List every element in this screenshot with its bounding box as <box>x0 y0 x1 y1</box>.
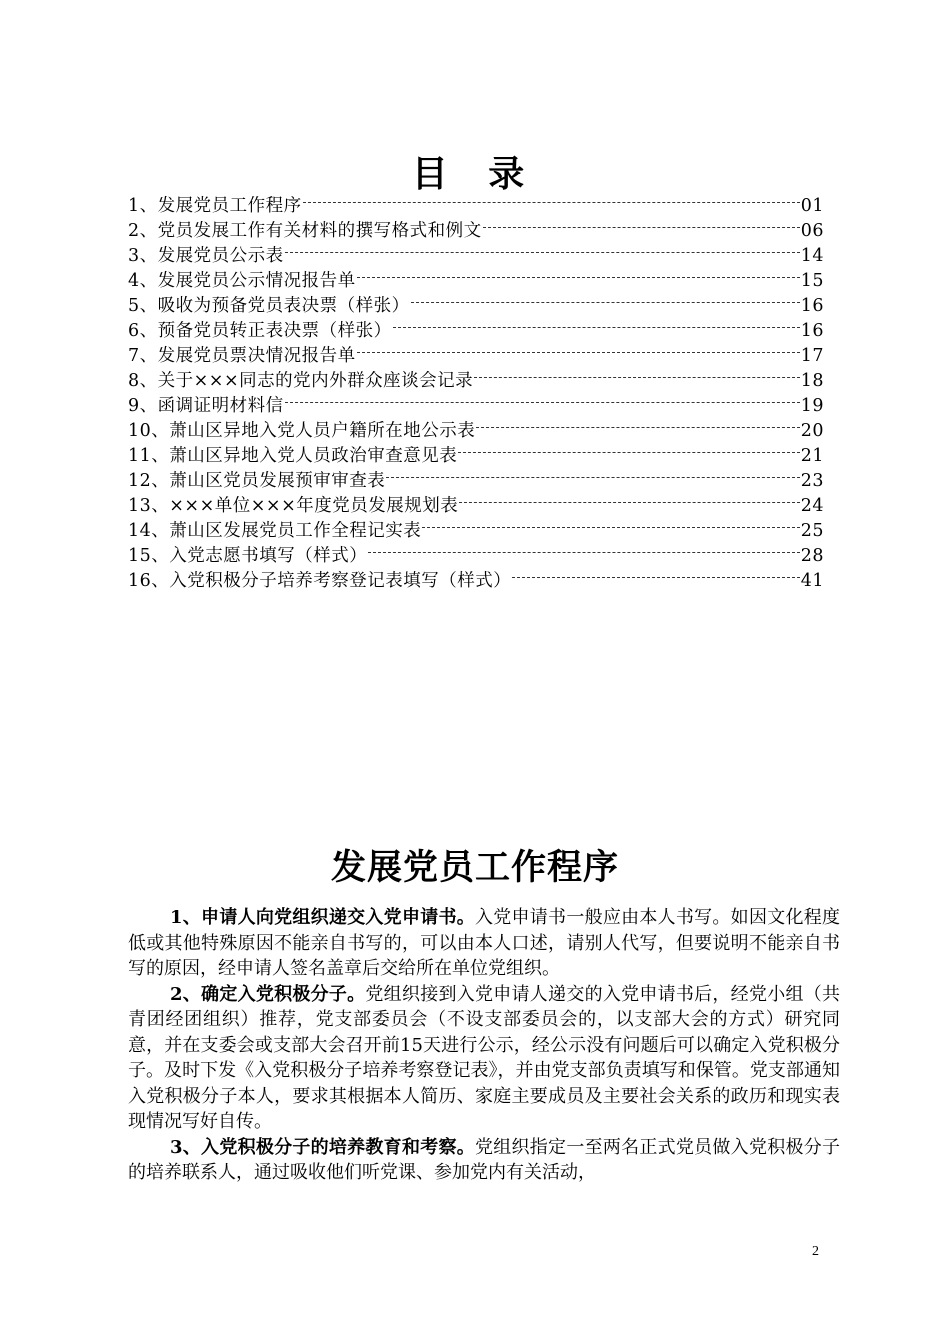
paragraph-text: 入党申请书一般应由本人书写。如因文化程度低或其他特殊原因不能亲自书写的，可以由本人口述，请别人代写，但要说明不能亲自书写的原因，经申请人签名盖章后交给所在单位党组织。 <box>128 907 840 979</box>
toc-item-page: 19 <box>800 396 824 416</box>
toc-leader-line <box>285 252 800 253</box>
toc-leader-line <box>422 527 799 528</box>
toc-leader-line <box>303 202 800 203</box>
toc-item <box>128 194 824 219</box>
toc-leader-line <box>357 352 800 353</box>
toc-item-label: 9、函调证明材料信 <box>128 396 284 416</box>
toc-item-label: 15、入党志愿书填写（样式） <box>128 546 368 566</box>
toc-item <box>128 319 824 344</box>
toc-item-label: 11、萧山区异地入党人员政治审查意见表 <box>128 446 458 466</box>
toc-item-page: 16 <box>800 296 824 316</box>
toc-item <box>128 244 824 269</box>
toc-leader-line <box>285 402 800 403</box>
toc-item-page: 14 <box>800 246 824 266</box>
toc-leader-line <box>368 552 799 553</box>
toc-leader-line <box>512 577 799 578</box>
paragraph-text: 党组织接到入党申请人递交的入党申请书后，经党小组（共青团经团组织）推荐，党支部委员会（不设支部委员会的，以支部大会的方式）研究同意，并在支委会或支部大会召开前15天进行公示，经公示没有问题后可以确定入党积极分子。及时下发《入党积极分子培养考察登记表》，并由党支部负责填写和保管。党支部通知入党积极分子本人，要求其根据本人简历、家庭主要成员及主要社会关系的政历和现实表现情况写好自传。 <box>128 983 840 1132</box>
toc-leader-line <box>474 377 800 378</box>
toc-leader-line <box>458 452 799 453</box>
toc-item-page: 28 <box>800 546 824 566</box>
toc-item <box>128 219 824 244</box>
toc-item-page: 18 <box>800 371 824 391</box>
paragraph-2 <box>128 982 840 1135</box>
section-body <box>128 905 840 1186</box>
toc-item-label: 8、关于×××同志的党内外群众座谈会记录 <box>128 371 474 391</box>
toc-item-page: 25 <box>800 521 824 541</box>
toc-item-page: 01 <box>800 196 824 216</box>
toc-item-page: 23 <box>800 471 824 491</box>
toc-item-page: 24 <box>800 496 824 516</box>
toc-item-label: 16、入党积极分子培养考察登记表填写（样式） <box>128 571 512 591</box>
toc-item <box>128 369 824 394</box>
toc-item <box>128 519 824 544</box>
toc-leader-line <box>393 327 800 328</box>
toc-leader-line <box>357 277 800 278</box>
toc-item-label: 14、萧山区发展党员工作全程记实表 <box>128 521 422 541</box>
toc-leader-line <box>476 427 799 428</box>
toc-item-label: 3、发展党员公示表 <box>128 246 284 266</box>
toc-leader-line <box>459 502 799 503</box>
toc-item-label: 13、×××单位×××年度党员发展规划表 <box>128 496 459 516</box>
toc-item-page: 15 <box>800 271 824 291</box>
paragraph-1 <box>128 905 840 982</box>
toc-item-label: 7、发展党员票决情况报告单 <box>128 346 356 366</box>
toc-item <box>128 569 824 594</box>
toc-item-label: 6、预备党员转正表决票（样张） <box>128 321 392 341</box>
paragraph-heading: 1、申请人向党组织递交入党申请书。 <box>170 907 475 928</box>
page-number: 2 <box>812 1244 819 1259</box>
toc-leader-line <box>483 227 800 228</box>
toc-leader-line <box>386 477 799 478</box>
toc-item <box>128 544 824 569</box>
toc-item <box>128 469 824 494</box>
toc-item-page: 17 <box>800 346 824 366</box>
toc-item <box>128 494 824 519</box>
toc-item <box>128 269 824 294</box>
toc-item-label: 4、发展党员公示情况报告单 <box>128 271 356 291</box>
toc-item <box>128 394 824 419</box>
toc-title: 目 录 <box>411 154 539 195</box>
toc-list <box>128 194 824 594</box>
paragraph-heading: 3、入党积极分子的培养教育和考察。 <box>170 1136 475 1158</box>
toc-item <box>128 344 824 369</box>
toc-item <box>128 294 824 319</box>
toc-item <box>128 444 824 469</box>
toc-item-page: 16 <box>800 321 824 341</box>
section-title: 发展党员工作程序 <box>330 848 619 888</box>
toc-item-label: 10、萧山区异地入党人员户籍所在地公示表 <box>128 421 476 441</box>
toc-item-label: 1、发展党员工作程序 <box>128 196 302 216</box>
toc-item-page: 21 <box>800 446 824 466</box>
toc-item <box>128 419 824 444</box>
toc-item-page: 41 <box>800 571 824 591</box>
toc-item-page: 06 <box>800 221 824 241</box>
toc-leader-line <box>411 302 800 303</box>
toc-item-label: 2、党员发展工作有关材料的撰写格式和例文 <box>128 221 482 241</box>
toc-item-label: 12、萧山区党员发展预审审查表 <box>128 471 386 491</box>
paragraph-heading: 2、确定入党积极分子。 <box>170 983 366 1005</box>
paragraph-3 <box>128 1135 840 1186</box>
paragraph-text: 党组织指定一至两名正式党员做入党积极分子的培养联系人，通过吸收他们听党课、参加党内有关活动， <box>128 1136 840 1183</box>
toc-item-page: 20 <box>800 421 824 441</box>
toc-item-label: 5、吸收为预备党员表决票（样张） <box>128 296 410 316</box>
